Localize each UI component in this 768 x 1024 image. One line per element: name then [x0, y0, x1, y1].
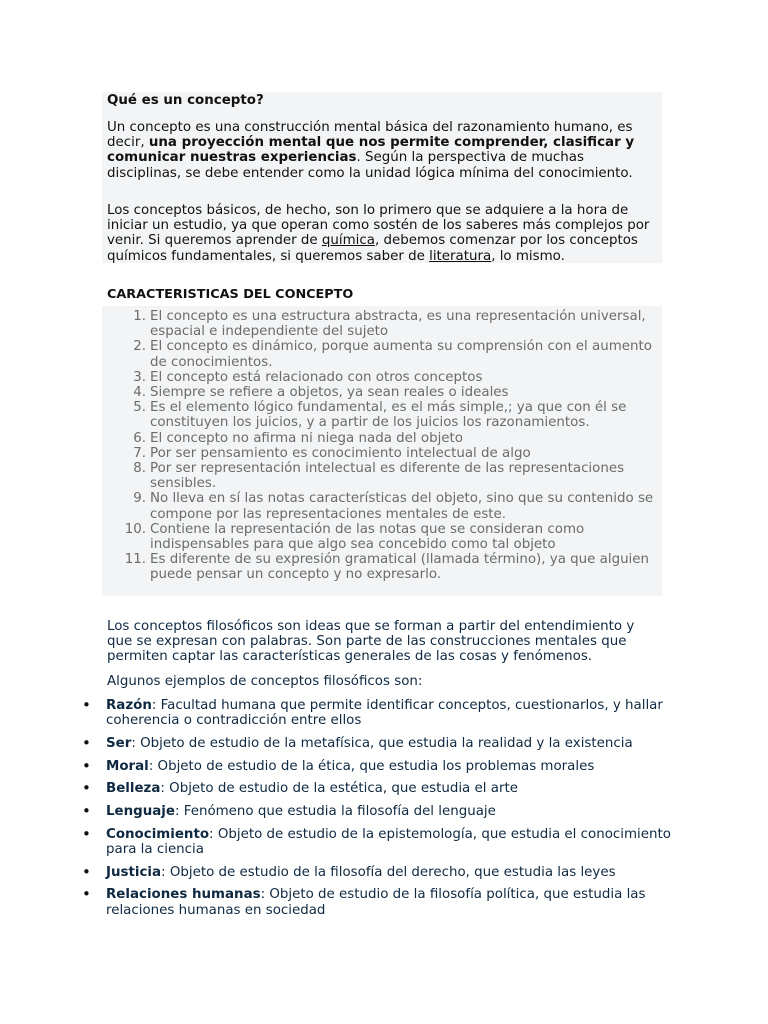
characteristic-text: Es el elemento lógico fundamental, es el más simple,; ya que con él se constituyen los juicios, y a partir de los juicios los razonamientos. [150, 400, 627, 431]
bullet-icon: • [82, 779, 91, 798]
example-item [80, 698, 680, 728]
section-title-concept: Qué es un concepto? [107, 93, 264, 108]
example-term: Ser [106, 735, 132, 751]
characteristic-text: El concepto está relacionado con otros conceptos [150, 369, 483, 385]
example-description: : Objeto de estudio de la filosofía política, que estudia las relaciones humanas en sociedad [106, 887, 646, 918]
list-number: 9. [133, 491, 146, 507]
characteristic-item [102, 431, 667, 446]
characteristic-text: El concepto no afirma ni niega nada del objeto [150, 430, 463, 446]
characteristic-item [102, 552, 667, 582]
example-item [80, 887, 680, 917]
intro-bold-definition: una proyección mental que nos permite comprender, clasificar y comunicar nuestras experiencias [107, 135, 635, 166]
list-number: 3. [133, 369, 146, 385]
characteristic-text: El concepto es dinámico, porque aumenta su comprensión con el aumento de conocimientos. [150, 339, 652, 370]
list-number: 1. [133, 309, 146, 324]
characteristic-item [102, 400, 667, 430]
example-item [80, 824, 680, 857]
characteristic-item [102, 339, 667, 369]
examples-label: Algunos ejemplos de conceptos filosóficos son: [107, 674, 423, 689]
example-description: : Objeto de estudio de la estética, que estudia el arte [160, 781, 518, 797]
list-number: 6. [133, 430, 146, 446]
intro-paragraph-1: Un concepto es una construcción mental básica del razonamiento humano, es decir, una proyección mental que nos permite comprender, clasificar y comunicar nuestras experiencias. Según la perspectiva de muchas disciplinas, se debe entender como la unidad lógica mínima del conocimiento. [107, 120, 635, 181]
list-number: 11. [124, 552, 146, 568]
list-number: 10. [124, 521, 146, 537]
characteristic-item [102, 370, 667, 385]
example-description: : Fenómeno que estudia la filosofía del lenguaje [174, 804, 496, 820]
example-description: : Objeto de estudio de la ética, que estudia los problemas morales [148, 758, 595, 774]
list-number: 5. [133, 400, 146, 416]
bullet-icon: • [82, 885, 91, 904]
characteristic-item [102, 446, 667, 461]
example-term: Razón [106, 698, 152, 713]
list-number: 7. [133, 445, 146, 461]
example-item [80, 733, 680, 752]
bullet-icon: • [82, 824, 91, 843]
example-description: : Objeto de estudio de la metafísica, que estudia la realidad y la existencia [131, 735, 633, 751]
example-term: Conocimiento [106, 826, 210, 842]
characteristic-item [102, 309, 667, 339]
bullet-icon: • [82, 756, 91, 775]
characteristic-text: Contiene la representación de las notas que se consideran como indispensables para que algo sea concebido como tal objeto [150, 521, 585, 553]
example-term: Justicia [106, 864, 162, 880]
example-term: Lenguaje [106, 804, 175, 820]
philosophy-intro: Los conceptos filosóficos son ideas que se forman a partir del entendimiento y que se expresan con palabras. Son parte de las construcciones mentales que permiten captar las características generales de las cosas y fenómenos. [107, 619, 635, 665]
bullet-icon: • [82, 696, 91, 714]
characteristic-item [102, 491, 667, 521]
bullet-icon: • [82, 733, 91, 752]
link-literatura[interactable]: literatura [429, 248, 492, 264]
example-item [80, 781, 680, 796]
characteristic-text: El concepto es una estructura abstracta, es una representación universal, espacial e independiente del sujeto [150, 309, 646, 340]
section-title-characteristics: CARACTERISTICAS DEL CONCEPTO [107, 287, 354, 302]
characteristics-list [102, 309, 667, 583]
characteristic-item [102, 385, 667, 400]
characteristic-text: Siempre se refiere a objetos, ya sean reales o ideales [150, 385, 509, 401]
characteristic-text: Por ser pensamiento es conocimiento intelectual de algo [150, 445, 531, 461]
characteristic-text: No lleva en sí las notas características del objeto, sino que su contenido se compone por las representaciones mentales de este. [150, 491, 654, 522]
examples-list [80, 698, 680, 925]
example-description: : Objeto de estudio de la epistemología, que estudia el conocimiento para la ciencia [106, 826, 671, 857]
example-description: : Facultad humana que permite identificar conceptos, cuestionarlos, y hallar coherencia o contradicción entre ellos [106, 698, 663, 729]
example-term: Belleza [106, 781, 161, 797]
list-number: 8. [133, 461, 146, 477]
characteristic-item [102, 461, 667, 491]
list-number: 4. [133, 385, 146, 401]
example-item [80, 756, 680, 775]
characteristic-text: Por ser representación intelectual es diferente de las representaciones sensibles. [150, 461, 625, 492]
example-description: : Objeto de estudio de la filosofía del derecho, que estudia las leyes [161, 864, 616, 880]
characteristic-text: Es diferente de su expresión gramatical (llamada término), ya que alguien puede pensar un concepto y no expresarlo. [150, 552, 649, 583]
bullet-icon: • [82, 862, 91, 881]
example-item [80, 804, 680, 819]
example-term: Moral [106, 758, 149, 774]
link-quimica[interactable]: química [321, 233, 375, 249]
characteristic-item [102, 522, 667, 552]
example-item [80, 862, 680, 881]
example-term: Relaciones humanas [106, 887, 261, 903]
intro-paragraph-2: Los conceptos básicos, de hecho, son lo primero que se adquiere a la hora de iniciar un estudio, ya que operan como sostén de los saberes más complejos por venir. Si queremos aprender de química, debemos comenzar por los conceptos químicos fundamentales, si queremos saber de literatura, lo mismo. [107, 203, 650, 264]
bullet-icon: • [82, 802, 91, 821]
list-number: 2. [133, 339, 146, 355]
